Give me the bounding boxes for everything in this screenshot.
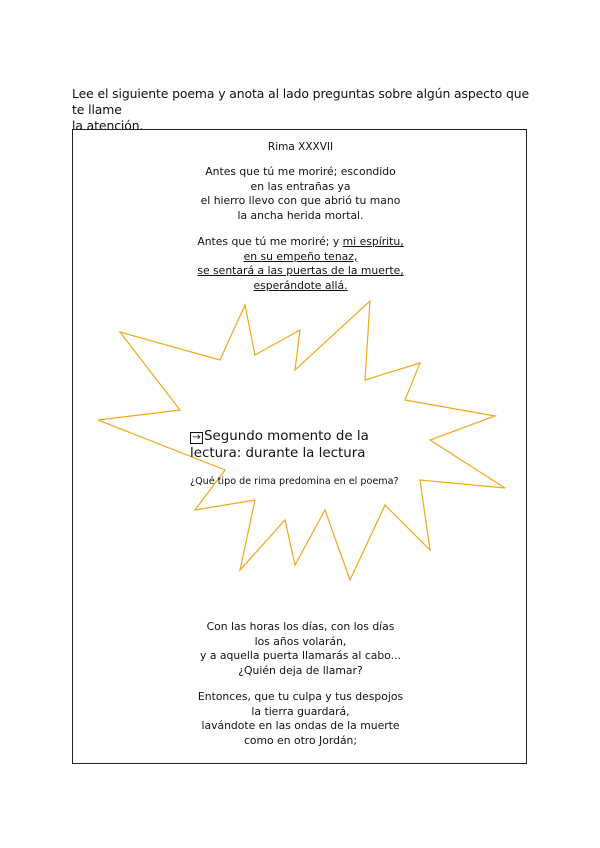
instruction-line-1: Lee el siguiente poema y anota al lado preguntas sobre algún aspecto que te llame (72, 86, 530, 117)
stanza-3-line-2: los años volarán, (254, 634, 347, 648)
stanza-2-line-1 (73, 235, 528, 250)
instruction-text (72, 86, 542, 134)
callout-heading (190, 428, 420, 462)
stanza-1 (73, 165, 528, 223)
stanza-4-line-3: lavándote en las ondas de la muerte (201, 719, 400, 733)
callout-question: ¿Qué tipo de rima predomina en el poema? (190, 476, 399, 487)
stanza-3 (73, 620, 528, 678)
stanza-4 (73, 690, 528, 748)
callout-heading-line-1 (190, 428, 420, 445)
stanza-2-line-2: en su empeño tenaz, (243, 249, 358, 263)
poem-title: Rima XXXVII (267, 141, 334, 153)
stanza-2 (73, 235, 528, 293)
stanza-1-line-2: en las entrañas ya (250, 179, 351, 193)
arrow-right-box-icon: → (190, 432, 203, 444)
stanza-4-line-2: la tierra guardará, (251, 704, 350, 718)
stanza-1-line-1: Antes que tú me moriré; escondido (205, 165, 396, 178)
callout-heading-line-2: lectura: durante la lectura (190, 446, 366, 461)
stanza-4-line-4: como en otro Jordán; (243, 733, 358, 747)
stanza-1-line-4: la ancha herida mortal. (237, 208, 364, 222)
stanza-2-line-1-plain: Antes que tú me moriré; y (197, 235, 343, 248)
stanza-1-line-3: el hierro llevo con que abrió tu mano (200, 194, 401, 208)
stanza-3-line-4: ¿Quién deja de llamar? (238, 663, 363, 677)
stanza-3-line-3: y a aquella puerta llamarás al cabo... (200, 649, 401, 663)
callout-heading-text-1: Segundo momento de la (204, 429, 369, 444)
instruction-line-2: la atención. (72, 118, 144, 133)
stanza-3-line-1: Con las horas los días, con los días (206, 620, 395, 633)
stanza-2-line-1-underlined: mi espíritu, (342, 235, 404, 248)
stanza-4-line-1: Entonces, que tu culpa y tus despojos (197, 690, 404, 703)
stanza-2-line-4: esperándote allá. (253, 278, 348, 292)
stanza-2-line-3: se sentará a las puertas de la muerte, (197, 264, 404, 278)
